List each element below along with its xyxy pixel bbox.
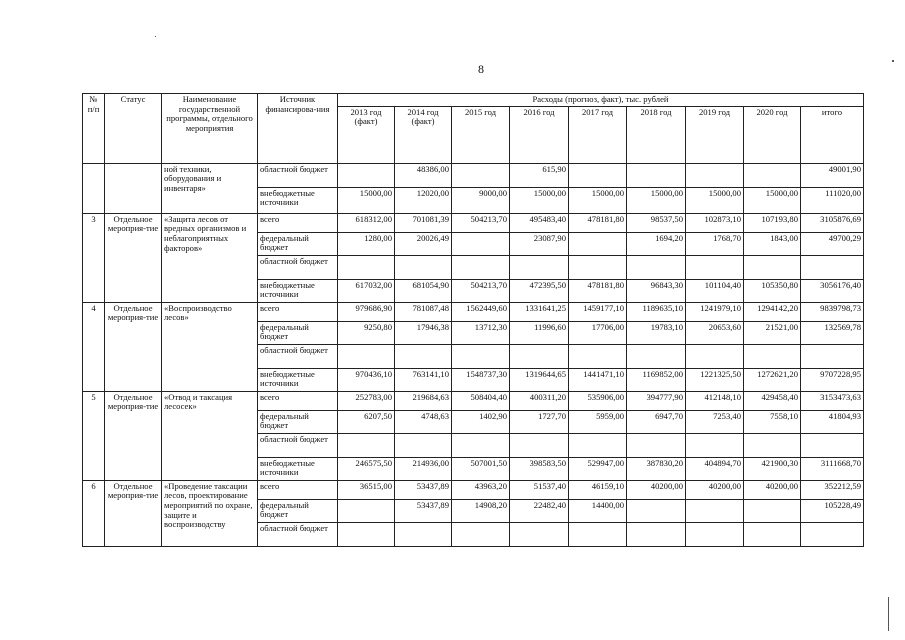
- value-cell: 412148,10: [686, 391, 744, 410]
- value-cell: 9250,80: [338, 321, 395, 344]
- value-cell: 1402,90: [452, 410, 510, 433]
- value-cell: 15000,00: [569, 187, 627, 213]
- value-cell: 398583,50: [510, 457, 569, 480]
- status-cell: Отдельное мероприя-тие: [105, 480, 162, 546]
- value-cell: 970436,10: [338, 368, 395, 391]
- value-cell: 107193,80: [744, 213, 801, 232]
- value-cell: 1459177,10: [569, 302, 627, 321]
- table-row: [83, 480, 864, 499]
- value-cell: 1727,70: [510, 410, 569, 433]
- value-cell: 17706,00: [569, 321, 627, 344]
- value-cell: [569, 522, 627, 546]
- value-cell: 101104,40: [686, 279, 744, 302]
- value-cell: [338, 499, 395, 522]
- value-cell: 6207,50: [338, 410, 395, 433]
- header-year-2015: 2015 год: [452, 106, 510, 163]
- total-cell: [801, 255, 864, 279]
- value-cell: [627, 433, 686, 457]
- row-number: 6: [83, 480, 105, 546]
- total-cell: [801, 433, 864, 457]
- value-cell: 17946,38: [395, 321, 452, 344]
- header-row-1: [83, 94, 864, 107]
- value-cell: [686, 163, 744, 187]
- value-cell: [395, 433, 452, 457]
- table-row: [83, 391, 864, 410]
- status-cell: Отдельное мероприя-тие: [105, 213, 162, 302]
- table-body: [83, 163, 864, 546]
- value-cell: [395, 255, 452, 279]
- table-row: [83, 163, 864, 187]
- value-cell: [744, 433, 801, 457]
- value-cell: 1272621,20: [744, 368, 801, 391]
- value-cell: 15000,00: [744, 187, 801, 213]
- header-total: итого: [801, 106, 864, 163]
- value-cell: 11996,60: [510, 321, 569, 344]
- value-cell: 1768,70: [686, 232, 744, 255]
- value-cell: 504213,70: [452, 279, 510, 302]
- value-cell: [686, 344, 744, 368]
- status-cell: Отдельное мероприя-тие: [105, 391, 162, 480]
- value-cell: 421900,30: [744, 457, 801, 480]
- value-cell: 1843,00: [744, 232, 801, 255]
- value-cell: [338, 522, 395, 546]
- value-cell: 1319644,65: [510, 368, 569, 391]
- total-cell: 3153473,63: [801, 391, 864, 410]
- value-cell: 495483,40: [510, 213, 569, 232]
- value-cell: 6947,70: [627, 410, 686, 433]
- funding-source-cell: федеральный бюджет: [258, 321, 338, 344]
- value-cell: [569, 255, 627, 279]
- value-cell: 214936,00: [395, 457, 452, 480]
- table-row: [83, 302, 864, 321]
- program-name-cell: «Проведение таксации лесов, проектирование мероприятий по охране, защите и воспроизводству: [162, 480, 258, 546]
- value-cell: [338, 163, 395, 187]
- value-cell: 472395,50: [510, 279, 569, 302]
- value-cell: [452, 232, 510, 255]
- header-year-2016: 2016 год: [510, 106, 569, 163]
- header-status: Статус: [105, 94, 162, 164]
- header-num: № п/п: [83, 94, 105, 164]
- header-funding-source: Источник финансирова-ния: [258, 94, 338, 164]
- scan-mark: [888, 597, 889, 631]
- value-cell: 507001,50: [452, 457, 510, 480]
- value-cell: 504213,70: [452, 213, 510, 232]
- value-cell: [452, 163, 510, 187]
- program-name-cell: «Воспроизводство лесов»: [162, 302, 258, 391]
- value-cell: 40200,00: [627, 480, 686, 499]
- value-cell: 478181,80: [569, 213, 627, 232]
- funding-source-cell: областной бюджет: [258, 163, 338, 187]
- funding-source-cell: областной бюджет: [258, 433, 338, 457]
- value-cell: [686, 433, 744, 457]
- total-cell: [801, 344, 864, 368]
- total-cell: [801, 522, 864, 546]
- value-cell: [744, 522, 801, 546]
- total-cell: 105228,49: [801, 499, 864, 522]
- value-cell: 400311,20: [510, 391, 569, 410]
- value-cell: [510, 255, 569, 279]
- value-cell: 20026,49: [395, 232, 452, 255]
- value-cell: 781087,48: [395, 302, 452, 321]
- value-cell: [338, 255, 395, 279]
- header-year-2019: 2019 год: [686, 106, 744, 163]
- total-cell: 49001,90: [801, 163, 864, 187]
- value-cell: 36515,00: [338, 480, 395, 499]
- value-cell: [338, 344, 395, 368]
- row-number: 5: [83, 391, 105, 480]
- funding-source-cell: внебюджетные источники: [258, 368, 338, 391]
- value-cell: 763141,10: [395, 368, 452, 391]
- header-year-2017: 2017 год: [569, 106, 627, 163]
- value-cell: 246575,50: [338, 457, 395, 480]
- value-cell: 1221325,50: [686, 368, 744, 391]
- expenses-table: [82, 93, 864, 547]
- value-cell: 252783,00: [338, 391, 395, 410]
- table-row: [83, 213, 864, 232]
- funding-source-cell: федеральный бюджет: [258, 410, 338, 433]
- value-cell: 219684,63: [395, 391, 452, 410]
- value-cell: 12020,00: [395, 187, 452, 213]
- scan-mark: [155, 36, 156, 37]
- funding-source-cell: внебюджетные источники: [258, 457, 338, 480]
- value-cell: [395, 522, 452, 546]
- value-cell: [510, 433, 569, 457]
- header-year-2020: 2020 год: [744, 106, 801, 163]
- value-cell: 1169852,00: [627, 368, 686, 391]
- value-cell: [452, 344, 510, 368]
- value-cell: 529947,00: [569, 457, 627, 480]
- value-cell: 478181,80: [569, 279, 627, 302]
- value-cell: 22482,40: [510, 499, 569, 522]
- value-cell: [338, 433, 395, 457]
- value-cell: 48386,00: [395, 163, 452, 187]
- header-year-2014: 2014 год (факт): [395, 106, 452, 163]
- value-cell: [569, 433, 627, 457]
- value-cell: [627, 344, 686, 368]
- value-cell: [686, 522, 744, 546]
- value-cell: [452, 522, 510, 546]
- value-cell: [627, 522, 686, 546]
- value-cell: [510, 344, 569, 368]
- status-cell: Отдельное мероприя-тие: [105, 302, 162, 391]
- value-cell: 105350,80: [744, 279, 801, 302]
- funding-source-cell: областной бюджет: [258, 522, 338, 546]
- value-cell: 15000,00: [686, 187, 744, 213]
- value-cell: 1441471,10: [569, 368, 627, 391]
- value-cell: 15000,00: [510, 187, 569, 213]
- value-cell: [686, 255, 744, 279]
- value-cell: [744, 344, 801, 368]
- value-cell: 9000,00: [452, 187, 510, 213]
- value-cell: 21521,00: [744, 321, 801, 344]
- status-cell: [105, 163, 162, 213]
- scan-mark: [892, 60, 894, 62]
- header-year-2018: 2018 год: [627, 106, 686, 163]
- value-cell: 5959,00: [569, 410, 627, 433]
- program-name-cell: «Отвод и таксация лесосек»: [162, 391, 258, 480]
- funding-source-cell: внебюджетные источники: [258, 187, 338, 213]
- total-cell: 49700,29: [801, 232, 864, 255]
- value-cell: 7558,10: [744, 410, 801, 433]
- value-cell: [569, 232, 627, 255]
- value-cell: 1241979,10: [686, 302, 744, 321]
- value-cell: 4748,63: [395, 410, 452, 433]
- funding-source-cell: внебюджетные источники: [258, 279, 338, 302]
- value-cell: 43963,20: [452, 480, 510, 499]
- value-cell: 53437,89: [395, 480, 452, 499]
- value-cell: [744, 499, 801, 522]
- value-cell: 429458,40: [744, 391, 801, 410]
- value-cell: 387830,20: [627, 457, 686, 480]
- value-cell: 96843,30: [627, 279, 686, 302]
- value-cell: 508404,40: [452, 391, 510, 410]
- total-cell: 9707228,95: [801, 368, 864, 391]
- value-cell: [510, 522, 569, 546]
- value-cell: [686, 499, 744, 522]
- value-cell: 404894,70: [686, 457, 744, 480]
- value-cell: 1280,00: [338, 232, 395, 255]
- total-cell: 352212,59: [801, 480, 864, 499]
- funding-source-cell: федеральный бюджет: [258, 499, 338, 522]
- value-cell: [627, 163, 686, 187]
- value-cell: 46159,10: [569, 480, 627, 499]
- program-name-cell: «Защита лесов от вредных организмов и неблагоприятных факторов»: [162, 213, 258, 302]
- value-cell: 40200,00: [686, 480, 744, 499]
- value-cell: 20653,60: [686, 321, 744, 344]
- value-cell: 53437,89: [395, 499, 452, 522]
- value-cell: 14908,20: [452, 499, 510, 522]
- value-cell: 51537,40: [510, 480, 569, 499]
- total-cell: 3111668,70: [801, 457, 864, 480]
- value-cell: 701081,39: [395, 213, 452, 232]
- row-number: 3: [83, 213, 105, 302]
- page-number: 8: [478, 62, 484, 76]
- value-cell: 394777,90: [627, 391, 686, 410]
- value-cell: 617032,00: [338, 279, 395, 302]
- value-cell: [395, 344, 452, 368]
- value-cell: 15000,00: [338, 187, 395, 213]
- value-cell: 535906,00: [569, 391, 627, 410]
- value-cell: 19783,10: [627, 321, 686, 344]
- value-cell: [452, 255, 510, 279]
- value-cell: 13712,30: [452, 321, 510, 344]
- value-cell: [744, 163, 801, 187]
- value-cell: 98537,50: [627, 213, 686, 232]
- row-number: [83, 163, 105, 213]
- header-expenses: Расходы (прогноз, факт), тыс. рублей: [338, 94, 864, 107]
- value-cell: 979686,90: [338, 302, 395, 321]
- value-cell: 1548737,30: [452, 368, 510, 391]
- value-cell: 23087,90: [510, 232, 569, 255]
- value-cell: 618312,00: [338, 213, 395, 232]
- value-cell: [627, 255, 686, 279]
- value-cell: 1331641,25: [510, 302, 569, 321]
- total-cell: 3056176,40: [801, 279, 864, 302]
- row-number: 4: [83, 302, 105, 391]
- value-cell: 15000,00: [627, 187, 686, 213]
- value-cell: [569, 344, 627, 368]
- total-cell: 111020,00: [801, 187, 864, 213]
- value-cell: 681054,90: [395, 279, 452, 302]
- funding-source-cell: всего: [258, 480, 338, 499]
- value-cell: [452, 433, 510, 457]
- header-year-2013: 2013 год (факт): [338, 106, 395, 163]
- value-cell: [627, 499, 686, 522]
- header-program-name: Наименование государственной программы, отдельного мероприятия: [162, 94, 258, 164]
- value-cell: 14400,00: [569, 499, 627, 522]
- funding-source-cell: областной бюджет: [258, 344, 338, 368]
- value-cell: [569, 163, 627, 187]
- total-cell: 9839798,73: [801, 302, 864, 321]
- total-cell: 132569,78: [801, 321, 864, 344]
- total-cell: 3105876,69: [801, 213, 864, 232]
- value-cell: 1189635,10: [627, 302, 686, 321]
- funding-source-cell: областной бюджет: [258, 255, 338, 279]
- value-cell: 1562449,60: [452, 302, 510, 321]
- value-cell: [744, 255, 801, 279]
- program-name-cell: ной техники, оборудования и инвентаря»: [162, 163, 258, 213]
- value-cell: 7253,40: [686, 410, 744, 433]
- funding-source-cell: всего: [258, 391, 338, 410]
- funding-source-cell: всего: [258, 213, 338, 232]
- value-cell: 102873,10: [686, 213, 744, 232]
- value-cell: 1294142,20: [744, 302, 801, 321]
- total-cell: 41804,93: [801, 410, 864, 433]
- funding-source-cell: всего: [258, 302, 338, 321]
- funding-source-cell: федеральный бюджет: [258, 232, 338, 255]
- value-cell: 1694,20: [627, 232, 686, 255]
- value-cell: 40200,00: [744, 480, 801, 499]
- value-cell: 615,90: [510, 163, 569, 187]
